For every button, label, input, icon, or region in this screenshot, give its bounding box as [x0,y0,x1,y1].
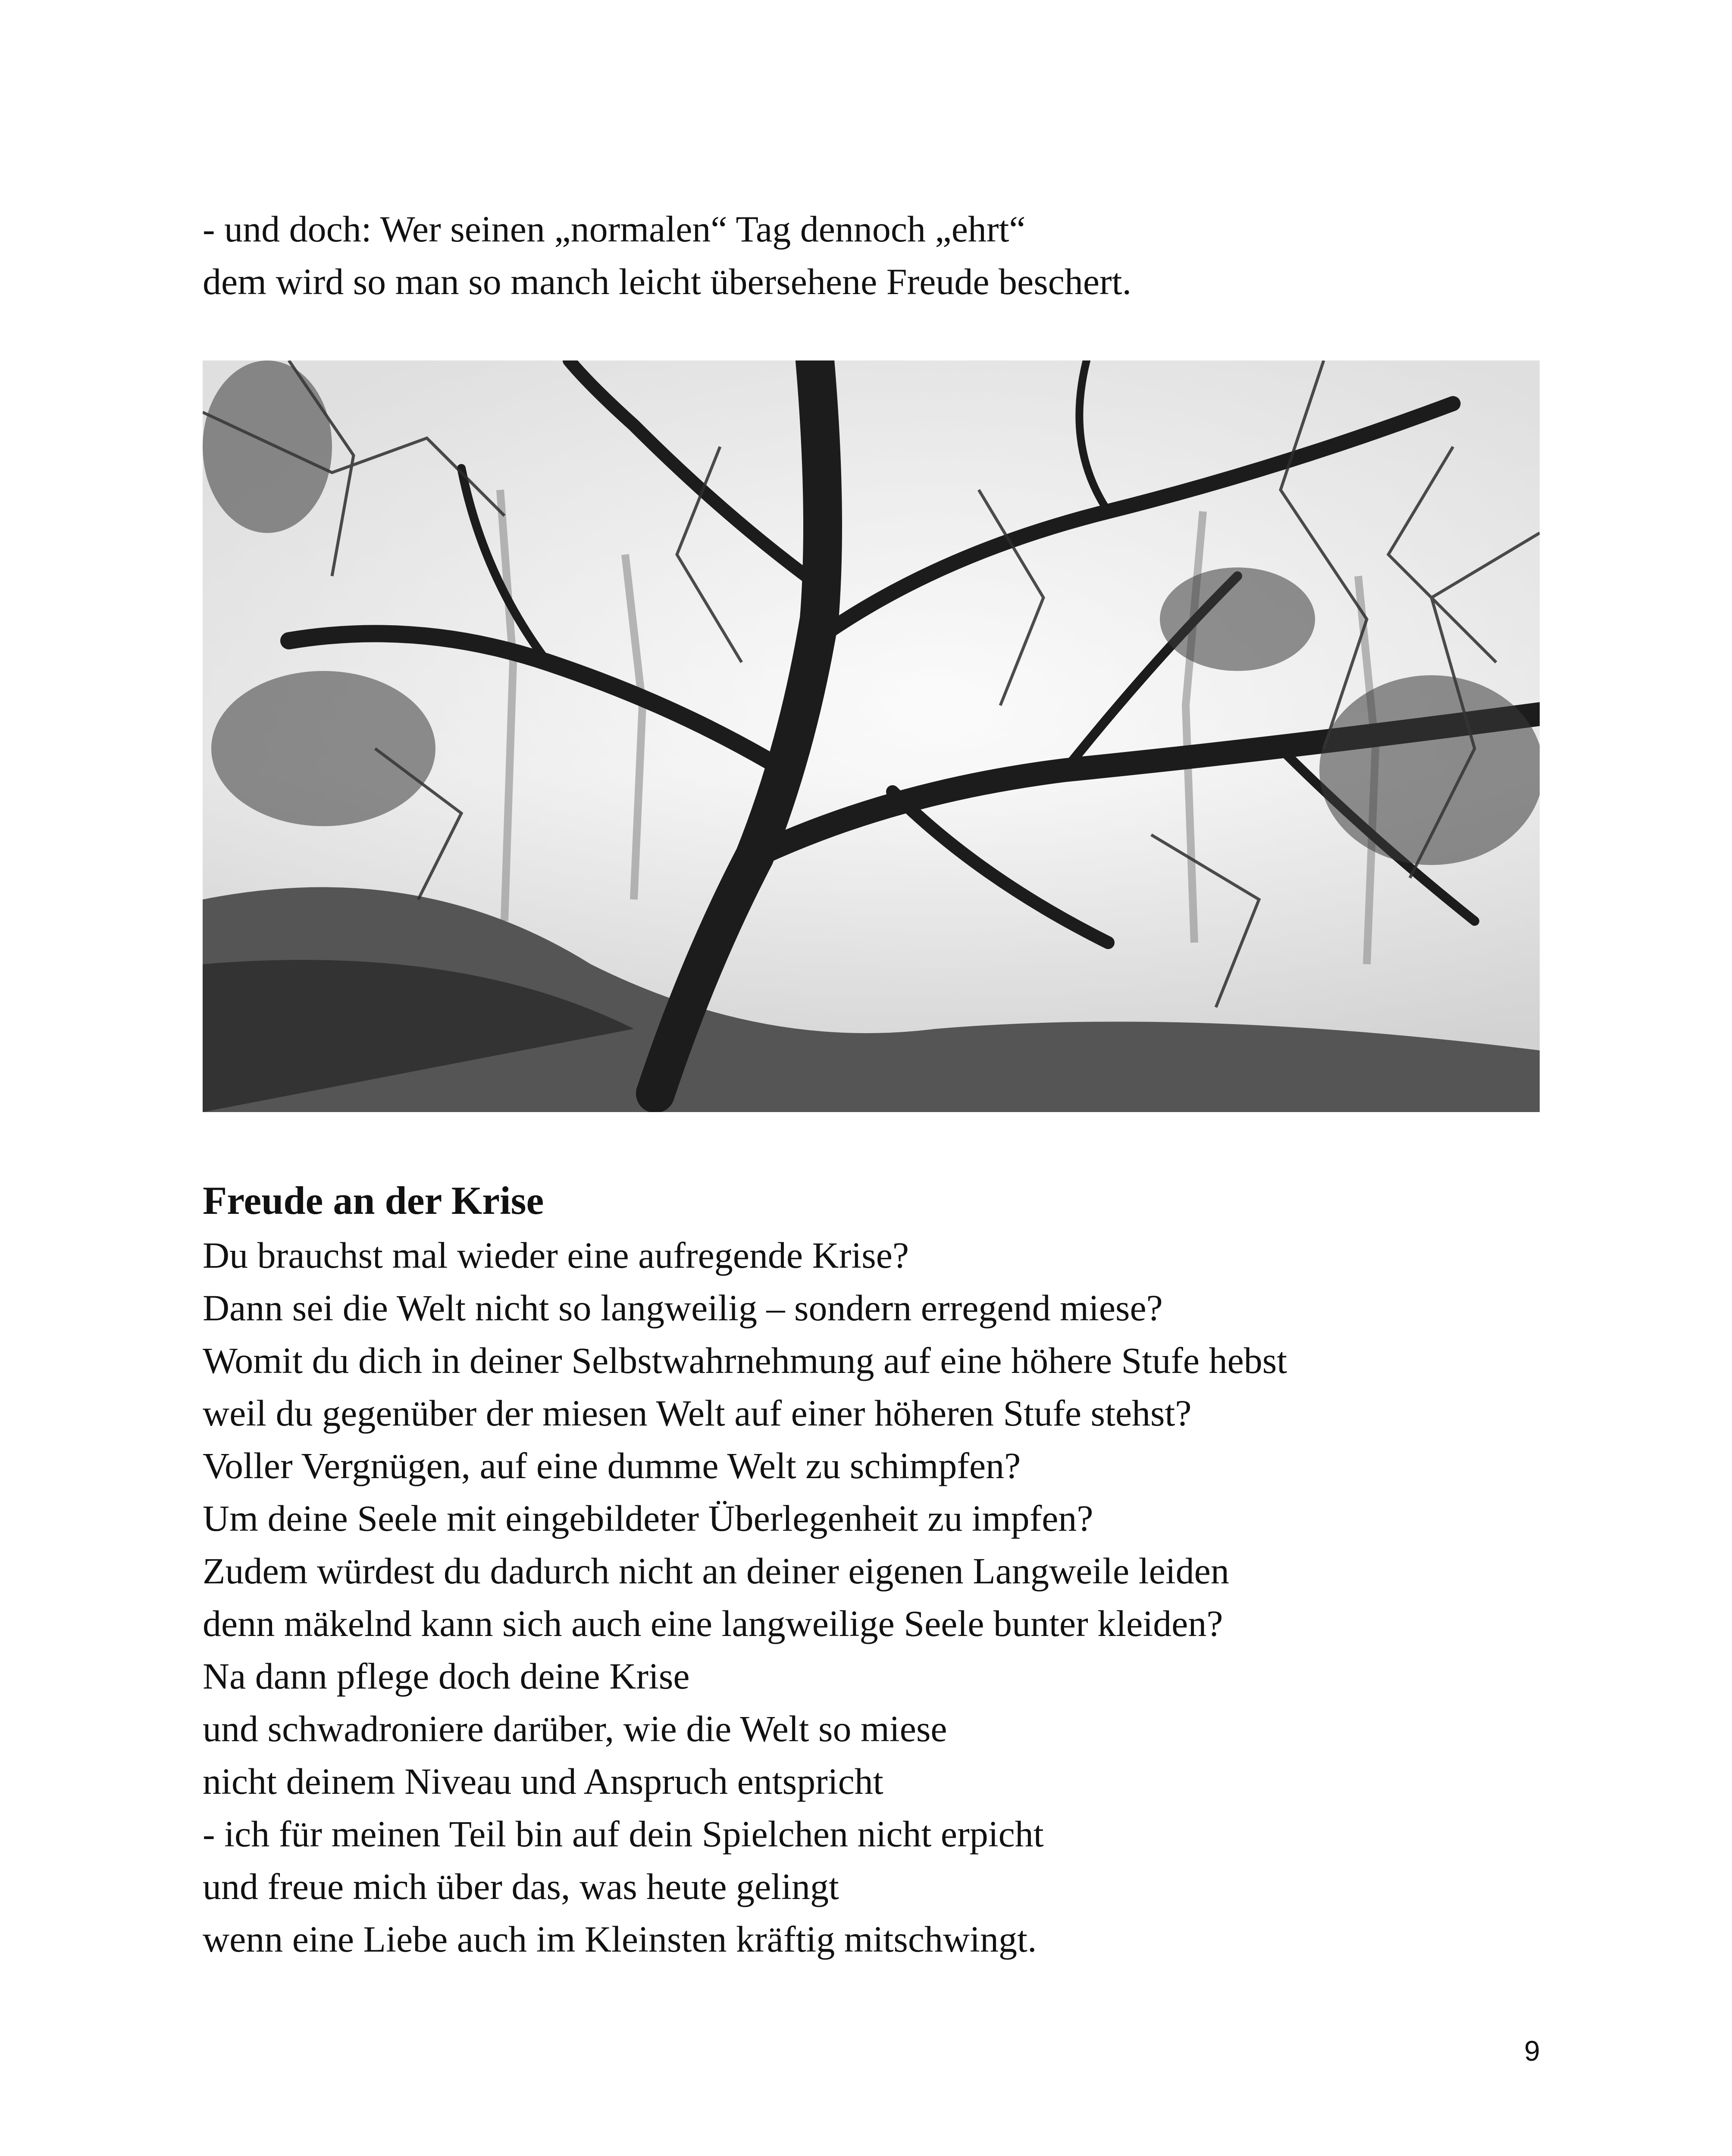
poem-line: Du brauchst mal wieder eine aufregende Krise? [203,1235,909,1276]
poem-line: Na dann pflege doch deine Krise [203,1655,690,1697]
intro-line: - und doch: Wer seinen „normalen“ Tag dennoch „ehrt“ [203,208,1026,250]
poem-line: wenn eine Liebe auch im Kleinsten kräftig mitschwingt. [203,1918,1037,1960]
poem-line: Zudem würdest du dadurch nicht an deiner eigenen Langweile leiden [203,1550,1229,1592]
poem-line: und freue mich über das, was heute gelingt [203,1866,839,1907]
poem-line: Womit du dich in deiner Selbstwahrnehmung auf eine höhere Stufe hebst [203,1340,1287,1381]
poem-line: Dann sei die Welt nicht so langweilig – sondern erregend miese? [203,1287,1163,1329]
poem-line: Um deine Seele mit eingebildeter Überlegenheit zu impfen? [203,1498,1093,1539]
intro-line: dem wird so man so manch leicht übersehene Freude beschert. [203,261,1132,302]
page-number: 9 [1524,2035,1540,2067]
poem-line: und schwadroniere darüber, wie die Welt so miese [203,1708,947,1749]
poem-line: Voller Vergnügen, auf eine dumme Welt zu schimpfen? [203,1445,1021,1486]
tree-photo [203,360,1540,1112]
poem-line: weil du gegenüber der miesen Welt auf einer höheren Stufe stehst? [203,1392,1192,1434]
poem-line: - ich für meinen Teil bin auf dein Spielchen nicht erpicht [203,1813,1044,1855]
poem-title: Freude an der Krise [203,1178,544,1222]
poem [203,1173,1539,1965]
poem-line: nicht deinem Niveau und Anspruch entspricht [203,1761,883,1802]
poem-line: denn mäkelnd kann sich auch eine langweilige Seele bunter kleiden? [203,1603,1223,1644]
intro-stanza [203,203,1539,308]
